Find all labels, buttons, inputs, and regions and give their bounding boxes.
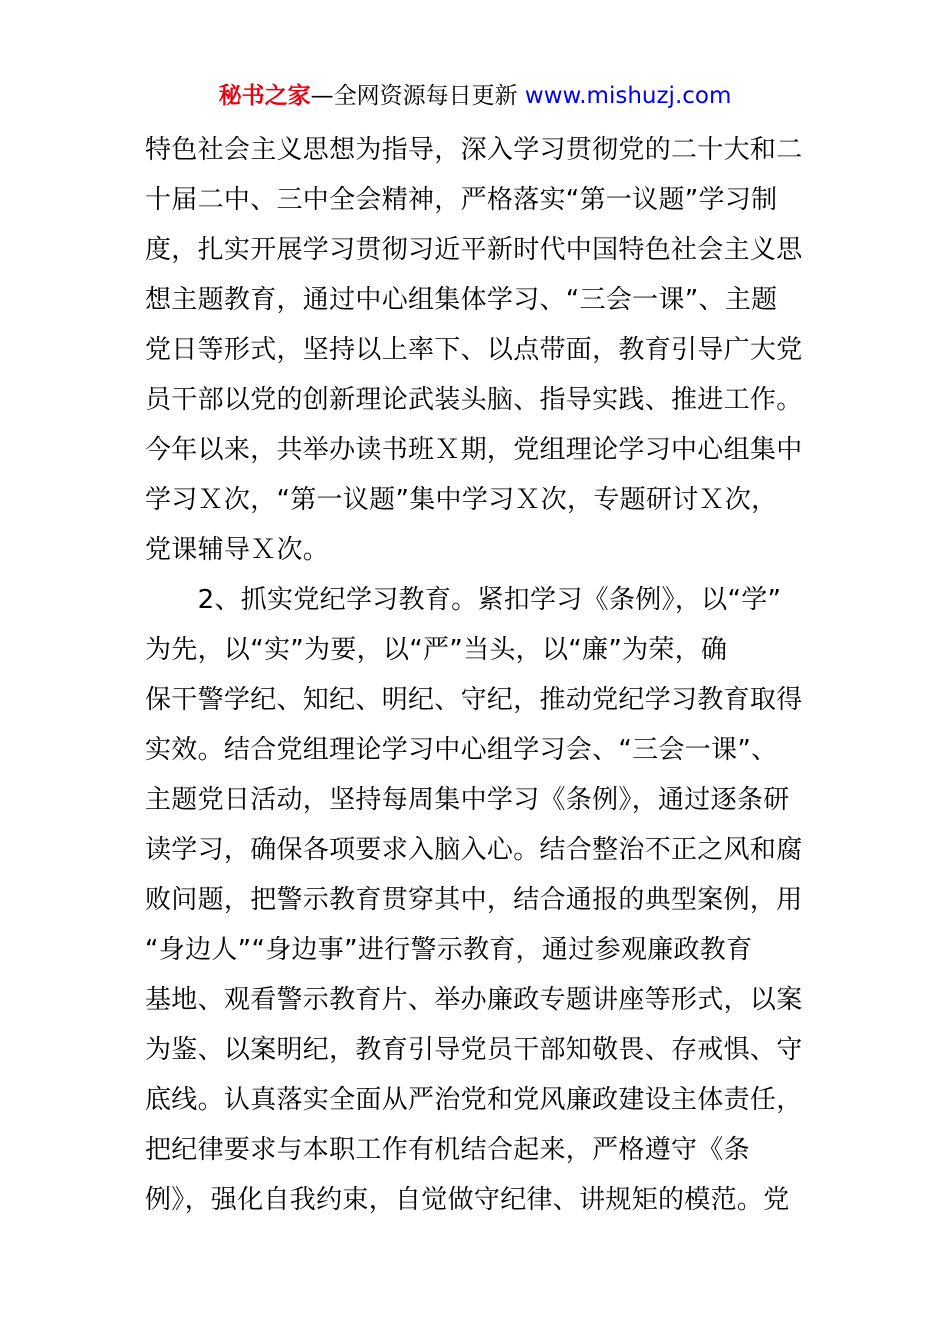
text-line: 今年以来，共举办读书班Ｘ期，党组理论学习中心组集中: [145, 435, 803, 465]
text-line: 把纪律要求与本职工作有机结合起来，严格遵守《条: [145, 1135, 750, 1165]
text-line: 例》，强化自我约束，自觉做守纪律、讲规矩的模范。党: [145, 1185, 790, 1215]
text-line: 主题党日活动，坚持每周集中学习《条例》，通过逐条研: [145, 785, 790, 815]
text-line: 党课辅导Ｘ次。: [145, 535, 330, 565]
text-line: 学习Ｘ次，“第一议题”集中学习Ｘ次，专题研讨Ｘ次，: [145, 485, 778, 515]
site-tagline: —全网资源每日更新: [310, 83, 518, 109]
site-url-link[interactable]: www.mishuzj.com: [524, 83, 732, 109]
text-line: 底线。认真落实全面从严治党和党风廉政建设主体责任，: [145, 1085, 803, 1115]
site-brand: 秘书之家: [218, 83, 311, 109]
text-line: 想主题教育，通过中心组集体学习、“三会一课”、主题: [145, 285, 778, 315]
text-line: 度，扎实开展学习贯彻习近平新时代中国特色社会主义思: [145, 235, 803, 265]
site-header: [0, 78, 950, 114]
text-line: 基地、观看警示教育片、举办廉政专题讲座等形式，以案: [145, 985, 803, 1015]
text-line: 员干部以党的创新理论武装头脑、指导实践、推进工作。: [145, 385, 803, 415]
text-line: 读学习，确保各项要求入脑入心。结合整治不正之风和腐: [145, 835, 803, 865]
text-line: “身边人”“身边事”进行警示教育，通过参观廉政教育: [145, 935, 753, 965]
text-line: 十届二中、三中全会精神，严格落实“第一议题”学习制: [145, 185, 778, 215]
text-line: 实效。结合党组理论学习中心组学习会、“三会一课”、: [145, 735, 778, 765]
text-line: 为先，以“实”为要，以“严”当头，以“廉”为荣，确: [145, 635, 728, 665]
text-line: 特色社会主义思想为指导，深入学习贯彻党的二十大和二: [145, 135, 803, 165]
text-line: 败问题，把警示教育贯穿其中，结合通报的典型案例，用: [145, 885, 803, 915]
text-line: 2、抓实党纪学习教育。紧扣学习《条例》，以“学”: [145, 585, 782, 615]
text-line: 党日等形式，坚持以上率下、以点带面，教育引导广大党: [145, 335, 803, 365]
document-body: [145, 125, 810, 1225]
text-line: 保干警学纪、知纪、明纪、守纪，推动党纪学习教育取得: [145, 685, 803, 715]
text-line: 为鉴、以案明纪，教育引导党员干部知敬畏、存戒惧、守: [145, 1035, 803, 1065]
